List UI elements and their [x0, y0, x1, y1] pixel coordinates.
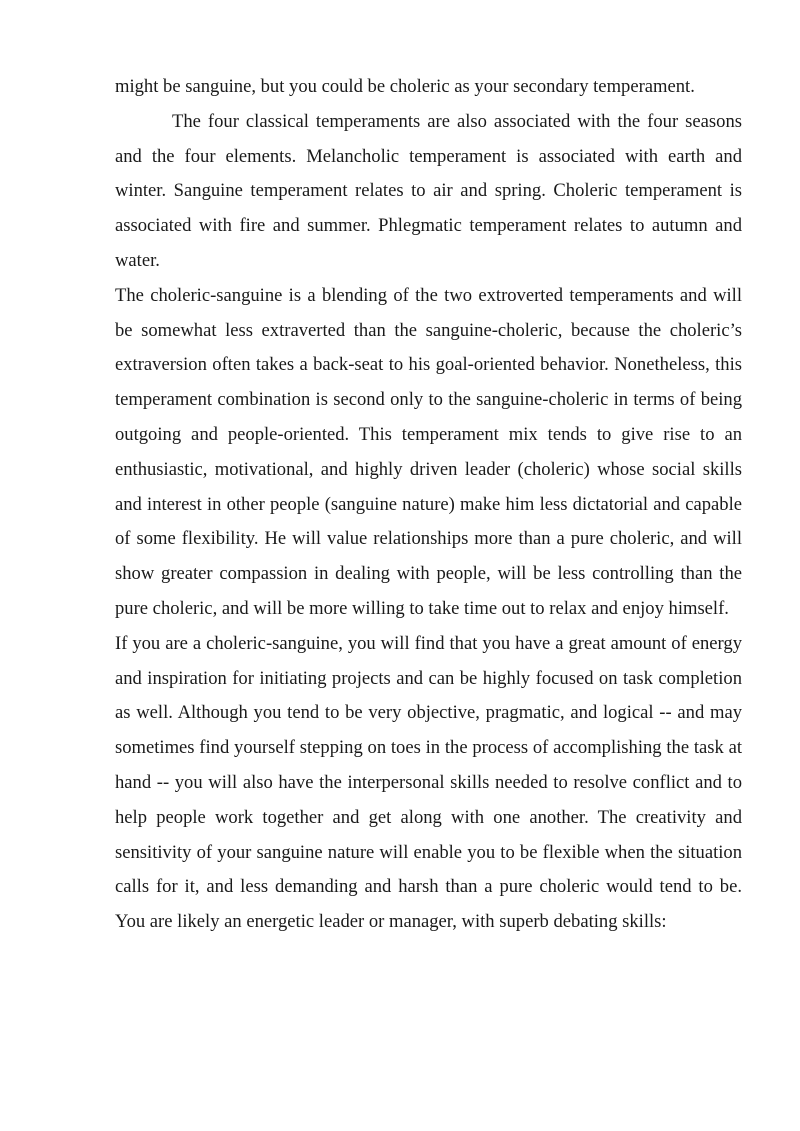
paragraph-temperaments-seasons: The four classical temperaments are also associated with the four seasons and the four elements. Melancholic temperament is associated with earth and winter. Sanguine temperament relates to air and spring. Choleric temperament is associated with fire and summer. Phlegmatic temperament relates to autumn and water.	[115, 110, 742, 271]
paragraph-if-you-are: If you are a choleric-sanguine, you will find that you have a great amount of energy and inspiration for initiating projects and can be highly focused on task completion as well. Although you tend to be very objective, pragmatic, and logical -- and may sometimes find yourself stepping on toes in the process of accomplishing the task at hand -- you will also have the interpersonal skills needed to resolve conflict and to help people work together and get along with one another. The creativity and sensitivity of your sanguine nature will enable you to be flexible when the situation calls for it, and less demanding and harsh than a pure choleric would tend to be. You are likely an energetic leader or manager, with superb debating skills:	[115, 632, 742, 933]
paragraph-choleric-sanguine: The choleric-sanguine is a blending of the two extroverted temperaments and will be somewhat less extraverted than the sanguine-choleric, because the choleric’s extraversion often takes a back-seat to his goal-oriented behavior. Nonetheless, this temperament combination is second only to the sanguine-choleric in terms of being outgoing and people-oriented. This temperament mix tends to give rise to an enthusiastic, motivational, and highly driven leader (choleric) whose social skills and interest in other people (sanguine nature) make him less dictatorial and capable of some flexibility. He will value relationships more than a pure choleric, and will show greater compassion in dealing with people, will be less controlling than the pure choleric, and will be more willing to take time out to relax and enjoy himself.	[115, 284, 742, 619]
body-text	[115, 70, 742, 940]
paragraph-continuation: might be sanguine, but you could be choleric as your secondary temperament.	[115, 76, 695, 97]
